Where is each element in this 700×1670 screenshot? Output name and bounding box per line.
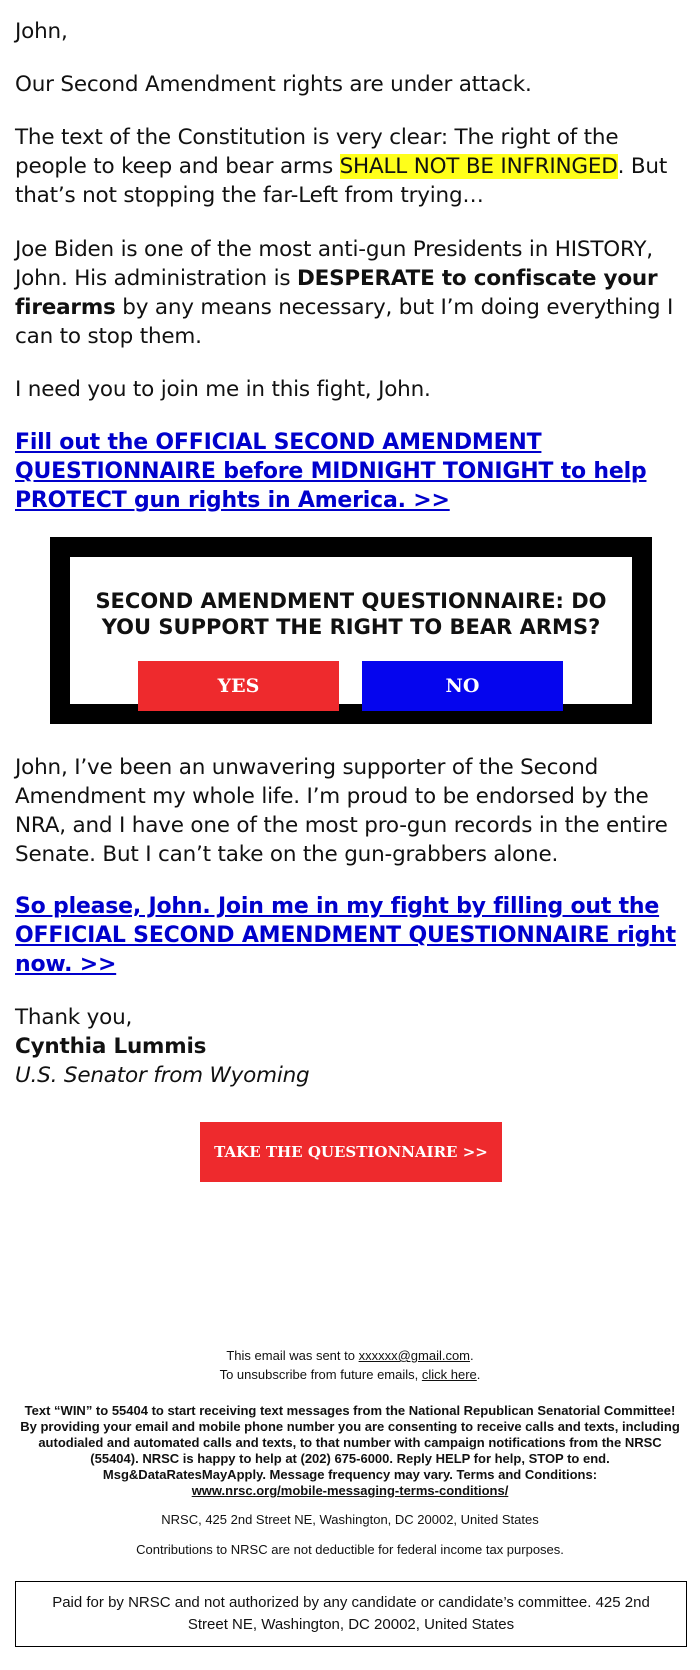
- take-questionnaire-button[interactable]: TAKE THE QUESTIONNAIRE >>: [200, 1122, 502, 1182]
- questionnaire-inner: [70, 557, 632, 704]
- paragraph-3: [15, 235, 685, 351]
- paragraph-2-text: The text of the Constitution is very clear: The right of the people to keep and bear arms: [15, 125, 619, 179]
- questionnaire-link-1[interactable]: Fill out the OFFICIAL SECOND AMENDMENT QUESTIONNAIRE before MIDNIGHT TONIGHT to help PROTECT gun rights in America. >>: [15, 430, 647, 513]
- sent-suffix: .: [470, 1348, 474, 1363]
- paragraph-2: [15, 123, 685, 210]
- sent-prefix: This email was sent to: [226, 1348, 359, 1363]
- questionnaire-link-2[interactable]: So please, John. Join me in my fight by filling out the OFFICIAL SECOND AMENDMENT QUESTIONNAIRE right now. >>: [15, 894, 676, 977]
- footer-address: NRSC, 425 2nd Street NE, Washington, DC 20002, United States: [161, 1512, 539, 1527]
- paragraph-5: John, I’ve been an unwavering supporter of the Second Amendment my whole life. I’m proud to be endorsed by the NRA, and I have one of the most pro-gun records in the entire Senate. But I can’t take on the gun-grabbers alone.: [15, 755, 668, 867]
- paragraph-3-text: Joe Biden is one of the most anti-gun Presidents in HISTORY, John. His administration is: [15, 237, 653, 291]
- sms-terms-link[interactable]: www.nrsc.org/mobile-messaging-terms-conditions/: [191, 1483, 509, 1498]
- unsub-prefix: To unsubscribe from future emails,: [219, 1367, 422, 1382]
- footer-sent-to: [0, 1347, 700, 1365]
- paragraph-3-text-end: by any means necessary, but I’m doing everything I can to stop them.: [15, 295, 674, 349]
- paid-for-disclaimer: Paid for by NRSC and not authorized by any candidate or candidate’s committee. 425 2nd Street NE, Washington, DC 20002, United States: [15, 1581, 687, 1647]
- yes-button[interactable]: YES: [138, 661, 339, 711]
- footer-tax-notice: Contributions to NRSC are not deductible for federal income tax purposes.: [136, 1542, 564, 1557]
- recipient-email-link[interactable]: xxxxxx@gmail.com: [358, 1348, 471, 1363]
- no-button[interactable]: NO: [362, 661, 563, 711]
- signature-title: U.S. Senator from Wyoming: [15, 1063, 310, 1088]
- paragraph-4: I need you to join me in this fight, John.: [15, 377, 431, 402]
- unsub-suffix: .: [476, 1367, 481, 1382]
- questionnaire-box: [50, 537, 652, 724]
- footer-sms-terms: [0, 1403, 700, 1499]
- sms-text: Text “WIN” to 55404 to start receiving text messages from the National Republican Senatorial Committee! By providing your email and mobile phone number you are consenting to receive calls and texts, including autodialed and automated calls and texts, to that number with campaign notifications from the NRSC (55404). NRSC is happy to help at (202) 675-6000. Reply HELP for help, STOP to end. Msg&DataRatesMayApply. Message frequency may vary. Terms and Conditions:: [20, 1403, 680, 1482]
- signoff-thanks: Thank you,: [15, 1005, 133, 1030]
- unsubscribe-link[interactable]: click here: [421, 1367, 477, 1382]
- signature-name: Cynthia Lummis: [15, 1034, 207, 1059]
- salutation: John,: [15, 19, 68, 44]
- bold-text: DESPERATE to confiscate your firearms: [15, 266, 658, 320]
- paragraph-2-text-end: . But that’s not stopping the far-Left from trying…: [15, 154, 668, 208]
- highlighted-text: SHALL NOT BE INFRINGED: [339, 154, 618, 179]
- paragraph-1: Our Second Amendment rights are under attack.: [15, 72, 532, 97]
- footer-unsubscribe: [0, 1366, 700, 1384]
- questionnaire-title: SECOND AMENDMENT QUESTIONNAIRE: DO YOU SUPPORT THE RIGHT TO BEAR ARMS?: [95, 589, 607, 639]
